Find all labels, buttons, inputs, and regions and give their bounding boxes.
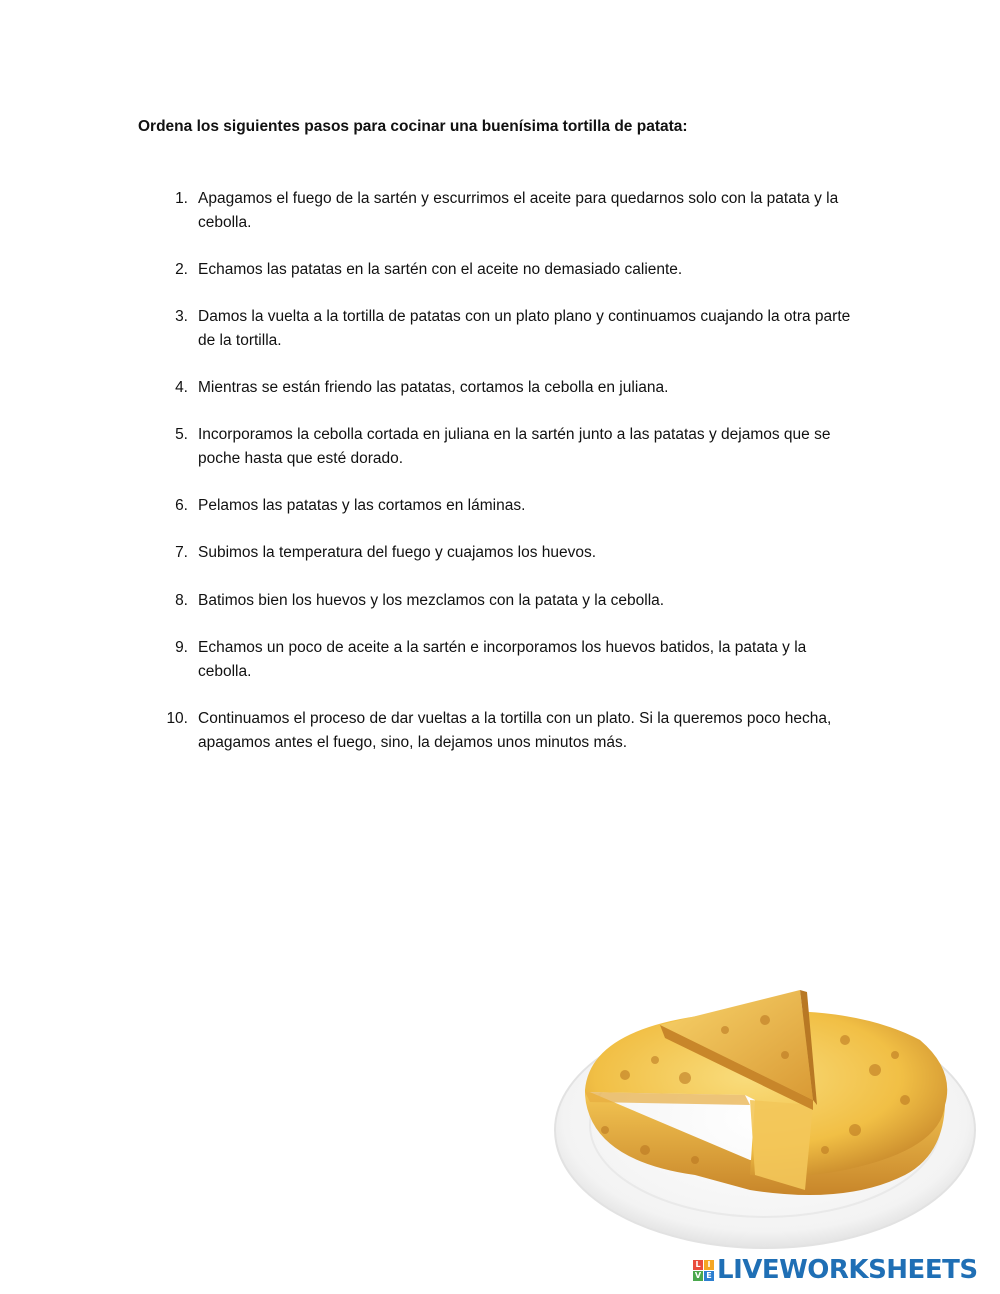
step-number: 7. [175,544,188,561]
step-text: Continuamos el proceso de dar vueltas a la tortilla con un plato. Si la queremos poco hecha, apagamos antes el fuego, sino, la dejamos unos minutos más. [198,710,832,751]
step-text: Pelamos las patatas y las cortamos en láminas. [198,497,526,514]
step-number: 10. [166,710,188,727]
step-text: Echamos las patatas en la sartén con el aceite no demasiado caliente. [198,261,683,278]
logo-badge-letter: E [704,1271,714,1281]
step-number: 1. [175,190,188,207]
step-text: Subimos la temperatura del fuego y cuajamos los huevos. [198,544,597,561]
logo-text: LIVEWORKSHEETS [717,1255,978,1285]
logo-badge-letter: L [693,1260,703,1270]
step-text: Echamos un poco de aceite a la sartén e incorporamos los huevos batidos, la patata y la cebolla. [198,639,807,680]
step-number: 5. [175,426,188,443]
worksheet-title: Ordena los siguientes pasos para cocinar una buenísima tortilla de patata: [138,118,688,135]
step-text: Incorporamos la cebolla cortada en juliana en la sartén junto a las patatas y dejamos que se poche hasta que esté dorado. [198,426,831,467]
step-text: Damos la vuelta a la tortilla de patatas con un plato plano y continuamos cuajando la otra parte de la tortilla. [198,308,851,349]
step-number: 3. [175,308,188,325]
step-number: 8. [175,592,188,609]
tortilla-photo [545,960,985,1260]
logo-badge-letter: V [694,1270,702,1280]
step-number: 2. [175,261,188,278]
logo-badge-letter: I [704,1260,714,1270]
step-number: 4. [175,379,188,396]
step-number: 6. [175,497,188,514]
step-number: 9. [175,639,188,656]
step-text: Apagamos el fuego de la sartén y escurrimos el aceite para quedarnos solo con la patata y la cebolla. [198,190,839,231]
step-text: Mientras se están friendo las patatas, cortamos la cebolla en juliana. [198,379,669,396]
logo-badge-icon [693,1260,714,1281]
liveworksheets-logo [693,1252,978,1288]
step-text: Batimos bien los huevos y los mezclamos con la patata y la cebolla. [198,592,665,609]
